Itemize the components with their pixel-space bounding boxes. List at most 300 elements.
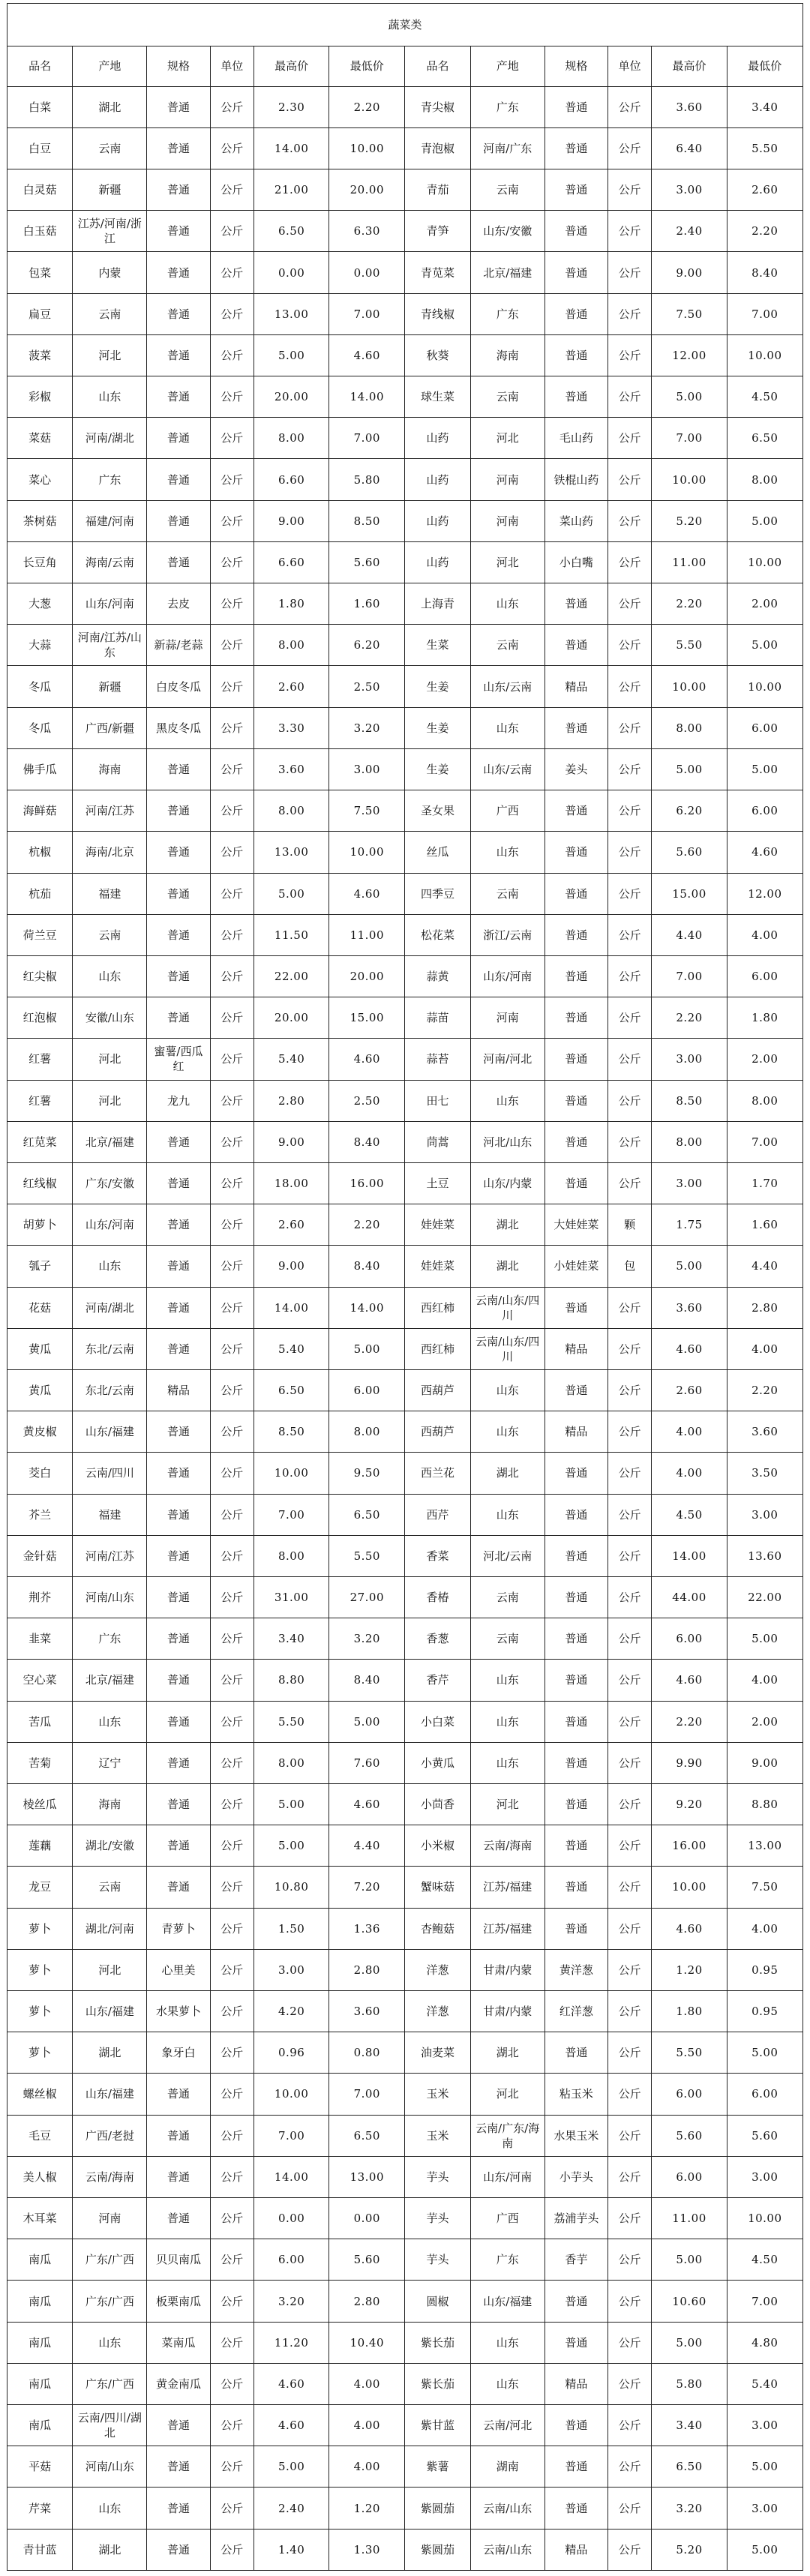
origin-cell: 云南/四川 xyxy=(73,1453,147,1494)
spec-cell: 普通 xyxy=(147,211,210,252)
table-row xyxy=(8,1990,803,2032)
item-name-cell: 田七 xyxy=(405,1080,470,1121)
item-name-cell: 青泡椒 xyxy=(405,127,470,169)
origin-cell: 云南 xyxy=(73,914,147,955)
max-price-cell: 5.80 xyxy=(652,2363,727,2404)
spec-cell: 普通 xyxy=(544,583,608,625)
max-price-cell: 8.00 xyxy=(254,1535,329,1576)
unit-cell: 公斤 xyxy=(210,1742,254,1783)
unit-cell: 公斤 xyxy=(210,1867,254,1908)
item-name-cell: 紫圆茄 xyxy=(405,2529,470,2570)
origin-cell: 河南/江苏/山东 xyxy=(73,625,147,666)
spec-cell: 普通 xyxy=(544,914,608,955)
min-price-cell: 5.00 xyxy=(727,625,802,666)
item-name-cell: 洋葱 xyxy=(405,1949,470,1990)
origin-cell: 浙江/云南 xyxy=(470,914,544,955)
table-row xyxy=(8,1162,803,1204)
spec-cell: 贝贝南瓜 xyxy=(147,2239,210,2281)
table-row xyxy=(8,1783,803,1825)
max-price-cell: 2.30 xyxy=(254,86,329,127)
spec-cell: 小娃娃菜 xyxy=(544,1246,608,1287)
unit-cell: 公斤 xyxy=(210,376,254,418)
item-name-cell: 圆椒 xyxy=(405,2281,470,2322)
item-name-cell: 生菜 xyxy=(405,625,470,666)
unit-cell: 公斤 xyxy=(608,2363,652,2404)
spec-cell: 普通 xyxy=(544,1453,608,1494)
table-row xyxy=(8,2405,803,2446)
table-row xyxy=(8,2488,803,2529)
unit-cell: 公斤 xyxy=(210,1494,254,1535)
min-price-cell: 5.00 xyxy=(329,1328,405,1369)
item-name-cell: 萝卜 xyxy=(8,1908,73,1949)
max-price-cell: 14.00 xyxy=(652,1535,727,1576)
min-price-cell: 4.40 xyxy=(727,1246,802,1287)
min-price-cell: 7.00 xyxy=(329,418,405,459)
unit-cell: 公斤 xyxy=(210,2074,254,2115)
spec-cell: 去皮 xyxy=(147,583,210,625)
unit-cell: 公斤 xyxy=(210,1949,254,1990)
min-price-cell: 5.60 xyxy=(329,2239,405,2281)
origin-cell: 山东/河南 xyxy=(470,2156,544,2197)
min-price-cell: 0.00 xyxy=(329,2198,405,2239)
spec-cell: 普通 xyxy=(147,1453,210,1494)
item-name-cell: 娃娃菜 xyxy=(405,1204,470,1246)
spec-cell: 普通 xyxy=(147,832,210,873)
max-price-cell: 0.00 xyxy=(254,252,329,293)
origin-cell: 山东 xyxy=(470,1494,544,1535)
item-name-cell: 生姜 xyxy=(405,748,470,790)
origin-cell: 山东/河南 xyxy=(470,955,544,997)
spec-cell: 普通 xyxy=(544,2405,608,2446)
table-row xyxy=(8,2446,803,2488)
min-price-cell: 5.00 xyxy=(727,2446,802,2488)
min-price-cell: 4.60 xyxy=(329,873,405,914)
spec-cell: 普通 xyxy=(147,2446,210,2488)
min-price-cell: 20.00 xyxy=(329,169,405,211)
spec-cell: 普通 xyxy=(147,1162,210,1204)
table-row xyxy=(8,583,803,625)
max-price-cell: 12.00 xyxy=(652,334,727,376)
origin-cell: 山东 xyxy=(470,2363,544,2404)
origin-cell: 辽宁 xyxy=(73,1742,147,1783)
min-price-cell: 6.50 xyxy=(727,418,802,459)
max-price-cell: 5.60 xyxy=(652,2115,727,2156)
min-price-cell: 4.60 xyxy=(329,1039,405,1080)
item-name-cell: 蒜苔 xyxy=(405,1039,470,1080)
table-row xyxy=(8,790,803,832)
unit-cell: 公斤 xyxy=(210,625,254,666)
unit-cell: 公斤 xyxy=(210,1369,254,1411)
spec-cell: 普通 xyxy=(147,2156,210,2197)
price-table xyxy=(7,3,803,2571)
origin-cell: 河南/湖北 xyxy=(73,418,147,459)
spec-cell: 普通 xyxy=(544,2446,608,2488)
origin-cell: 海南 xyxy=(470,334,544,376)
unit-cell: 公斤 xyxy=(210,2115,254,2156)
min-price-cell: 6.50 xyxy=(329,2115,405,2156)
table-row xyxy=(8,1701,803,1742)
table-row xyxy=(8,541,803,583)
item-name-cell: 青笋 xyxy=(405,211,470,252)
spec-cell: 普通 xyxy=(147,2488,210,2529)
spec-cell: 精品 xyxy=(544,1328,608,1369)
unit-cell: 公斤 xyxy=(608,127,652,169)
min-price-cell: 9.00 xyxy=(727,1742,802,1783)
item-name-cell: 红尖椒 xyxy=(8,955,73,997)
table-row xyxy=(8,1369,803,1411)
table-row xyxy=(8,1618,803,1660)
spec-cell: 普通 xyxy=(147,1121,210,1162)
min-price-cell: 7.60 xyxy=(329,1742,405,1783)
spec-cell: 新蒜/老蒜 xyxy=(147,625,210,666)
spec-cell: 普通 xyxy=(147,1328,210,1369)
min-price-cell: 10.40 xyxy=(329,2322,405,2363)
item-name-cell: 青苋菜 xyxy=(405,252,470,293)
min-price-cell: 9.50 xyxy=(329,1453,405,1494)
spec-cell: 黑皮冬瓜 xyxy=(147,707,210,748)
column-header: 规格 xyxy=(147,46,210,87)
unit-cell: 公斤 xyxy=(210,1411,254,1453)
spec-cell: 龙九 xyxy=(147,1080,210,1121)
min-price-cell: 1.60 xyxy=(727,1204,802,1246)
origin-cell: 山东 xyxy=(470,1411,544,1453)
unit-cell: 公斤 xyxy=(608,211,652,252)
table-row xyxy=(8,2156,803,2197)
item-name-cell: 大蒜 xyxy=(8,625,73,666)
origin-cell: 北京/福建 xyxy=(73,1660,147,1701)
min-price-cell: 3.00 xyxy=(727,1494,802,1535)
item-name-cell: 棱丝瓜 xyxy=(8,1783,73,1825)
item-name-cell: 空心菜 xyxy=(8,1660,73,1701)
item-name-cell: 芋头 xyxy=(405,2239,470,2281)
origin-cell: 云南 xyxy=(470,873,544,914)
origin-cell: 湖北 xyxy=(73,86,147,127)
spec-cell: 普通 xyxy=(544,1369,608,1411)
spec-cell: 精品 xyxy=(544,1411,608,1453)
table-row xyxy=(8,666,803,707)
unit-cell: 公斤 xyxy=(210,1080,254,1121)
max-price-cell: 6.00 xyxy=(652,2074,727,2115)
max-price-cell: 5.00 xyxy=(254,334,329,376)
max-price-cell: 8.80 xyxy=(254,1660,329,1701)
max-price-cell: 5.00 xyxy=(652,2322,727,2363)
origin-cell: 山东 xyxy=(73,2488,147,2529)
min-price-cell: 5.00 xyxy=(727,500,802,541)
item-name-cell: 山药 xyxy=(405,500,470,541)
origin-cell: 山东 xyxy=(470,1080,544,1121)
max-price-cell: 7.00 xyxy=(254,2115,329,2156)
unit-cell: 公斤 xyxy=(210,1246,254,1287)
min-price-cell: 10.00 xyxy=(727,2198,802,2239)
spec-cell: 普通 xyxy=(147,2198,210,2239)
item-name-cell: 小黄瓜 xyxy=(405,1742,470,1783)
item-name-cell: 彩椒 xyxy=(8,376,73,418)
unit-cell: 公斤 xyxy=(608,1908,652,1949)
origin-cell: 江苏/河南/浙江 xyxy=(73,211,147,252)
unit-cell: 公斤 xyxy=(608,748,652,790)
item-name-cell: 芋头 xyxy=(405,2156,470,2197)
max-price-cell: 3.60 xyxy=(652,1287,727,1328)
unit-cell: 公斤 xyxy=(210,2363,254,2404)
table-row xyxy=(8,2529,803,2570)
spec-cell: 普通 xyxy=(544,1783,608,1825)
unit-cell: 公斤 xyxy=(608,790,652,832)
spec-cell: 普通 xyxy=(544,1039,608,1080)
origin-cell: 山东 xyxy=(73,955,147,997)
unit-cell: 公斤 xyxy=(210,127,254,169)
unit-cell: 公斤 xyxy=(608,2322,652,2363)
spec-cell: 普通 xyxy=(147,1576,210,1618)
spec-cell: 黄洋葱 xyxy=(544,1949,608,1990)
unit-cell: 公斤 xyxy=(210,707,254,748)
item-name-cell: 杏鲍菇 xyxy=(405,1908,470,1949)
unit-cell: 公斤 xyxy=(608,1867,652,1908)
min-price-cell: 1.70 xyxy=(727,1162,802,1204)
item-name-cell: 紫甘蓝 xyxy=(405,2405,470,2446)
max-price-cell: 8.50 xyxy=(254,1411,329,1453)
origin-cell: 新疆 xyxy=(73,666,147,707)
table-row xyxy=(8,1121,803,1162)
item-name-cell: 小白菜 xyxy=(405,1701,470,1742)
table-row xyxy=(8,1494,803,1535)
min-price-cell: 4.00 xyxy=(727,1328,802,1369)
unit-cell: 公斤 xyxy=(608,1535,652,1576)
spec-cell: 象牙白 xyxy=(147,2032,210,2074)
item-name-cell: 蟹味菇 xyxy=(405,1867,470,1908)
item-name-cell: 龙豆 xyxy=(8,1867,73,1908)
spec-cell: 普通 xyxy=(147,459,210,500)
origin-cell: 山东 xyxy=(470,832,544,873)
min-price-cell: 5.40 xyxy=(727,2363,802,2404)
max-price-cell: 2.20 xyxy=(652,1701,727,1742)
max-price-cell: 7.50 xyxy=(652,293,727,334)
unit-cell: 公斤 xyxy=(210,169,254,211)
spec-cell: 普通 xyxy=(147,1701,210,1742)
origin-cell: 山东/安徽 xyxy=(470,211,544,252)
max-price-cell: 2.20 xyxy=(652,583,727,625)
table-row xyxy=(8,707,803,748)
min-price-cell: 5.50 xyxy=(727,127,802,169)
origin-cell: 甘肃/内蒙 xyxy=(470,1949,544,1990)
item-name-cell: 紫圆茄 xyxy=(405,2488,470,2529)
min-price-cell: 3.00 xyxy=(727,2488,802,2529)
origin-cell: 湖南 xyxy=(470,2446,544,2488)
spec-cell: 精品 xyxy=(544,2363,608,2404)
item-name-cell: 芹菜 xyxy=(8,2488,73,2529)
max-price-cell: 3.60 xyxy=(652,86,727,127)
table-row xyxy=(8,2363,803,2404)
unit-cell: 公斤 xyxy=(210,2198,254,2239)
spec-cell: 普通 xyxy=(147,1742,210,1783)
column-header: 产地 xyxy=(73,46,147,87)
origin-cell: 湖北 xyxy=(73,2032,147,2074)
max-price-cell: 4.00 xyxy=(652,1453,727,1494)
spec-cell: 普通 xyxy=(544,1121,608,1162)
origin-cell: 福建/河南 xyxy=(73,500,147,541)
item-name-cell: 西芹 xyxy=(405,1494,470,1535)
item-name-cell: 苦菊 xyxy=(8,1742,73,1783)
unit-cell: 公斤 xyxy=(608,2446,652,2488)
unit-cell: 公斤 xyxy=(210,1618,254,1660)
item-name-cell: 苦瓜 xyxy=(8,1701,73,1742)
item-name-cell: 娃娃菜 xyxy=(405,1246,470,1287)
max-price-cell: 7.00 xyxy=(652,418,727,459)
max-price-cell: 5.00 xyxy=(254,1783,329,1825)
min-price-cell: 3.50 xyxy=(727,1453,802,1494)
table-row xyxy=(8,86,803,127)
table-row xyxy=(8,832,803,873)
origin-cell: 山东 xyxy=(470,2322,544,2363)
table-row xyxy=(8,625,803,666)
origin-cell: 江苏/福建 xyxy=(470,1867,544,1908)
min-price-cell: 4.00 xyxy=(727,1908,802,1949)
origin-cell: 云南 xyxy=(470,1576,544,1618)
spec-cell: 红洋葱 xyxy=(544,1990,608,2032)
min-price-cell: 4.60 xyxy=(727,832,802,873)
max-price-cell: 6.00 xyxy=(652,2156,727,2197)
min-price-cell: 8.00 xyxy=(329,1411,405,1453)
item-name-cell: 芋头 xyxy=(405,2198,470,2239)
origin-cell: 云南 xyxy=(73,127,147,169)
unit-cell: 公斤 xyxy=(210,1121,254,1162)
table-row xyxy=(8,418,803,459)
table-row xyxy=(8,1908,803,1949)
unit-cell: 公斤 xyxy=(210,86,254,127)
item-name-cell: 长豆角 xyxy=(8,541,73,583)
spec-cell: 黄金南瓜 xyxy=(147,2363,210,2404)
spec-cell: 蜜薯/西瓜红 xyxy=(147,1039,210,1080)
origin-cell: 云南/海南 xyxy=(73,2156,147,2197)
item-name-cell: 油麦菜 xyxy=(405,2032,470,2074)
min-price-cell: 5.60 xyxy=(329,541,405,583)
item-name-cell: 山药 xyxy=(405,459,470,500)
item-name-cell: 红薯 xyxy=(8,1080,73,1121)
origin-cell: 云南/广东/海南 xyxy=(470,2115,544,2156)
max-price-cell: 16.00 xyxy=(652,1825,727,1867)
max-price-cell: 18.00 xyxy=(254,1162,329,1204)
min-price-cell: 8.40 xyxy=(329,1246,405,1287)
min-price-cell: 5.00 xyxy=(727,748,802,790)
min-price-cell: 4.00 xyxy=(329,2446,405,2488)
spec-cell: 水果萝卜 xyxy=(147,1990,210,2032)
unit-cell: 公斤 xyxy=(608,293,652,334)
origin-cell: 山东/河南 xyxy=(73,1204,147,1246)
spec-cell: 普通 xyxy=(544,1867,608,1908)
unit-cell: 公斤 xyxy=(608,2405,652,2446)
table-row xyxy=(8,2074,803,2115)
item-name-cell: 木耳菜 xyxy=(8,2198,73,2239)
item-name-cell: 西兰花 xyxy=(405,1453,470,1494)
min-price-cell: 4.00 xyxy=(727,1660,802,1701)
max-price-cell: 5.00 xyxy=(652,2239,727,2281)
item-name-cell: 黄皮椒 xyxy=(8,1411,73,1453)
origin-cell: 云南/山东 xyxy=(470,2529,544,2570)
origin-cell: 山东 xyxy=(470,707,544,748)
spec-cell: 普通 xyxy=(544,376,608,418)
origin-cell: 山东/福建 xyxy=(73,1411,147,1453)
unit-cell: 公斤 xyxy=(210,500,254,541)
spec-cell: 普通 xyxy=(147,1246,210,1287)
item-name-cell: 萝卜 xyxy=(8,2032,73,2074)
max-price-cell: 15.00 xyxy=(652,873,727,914)
spec-cell: 铁棍山药 xyxy=(544,459,608,500)
origin-cell: 山东/云南 xyxy=(470,748,544,790)
min-price-cell: 7.00 xyxy=(727,1121,802,1162)
item-name-cell: 山药 xyxy=(405,541,470,583)
column-header: 品名 xyxy=(405,46,470,87)
origin-cell: 广西 xyxy=(470,790,544,832)
origin-cell: 河北 xyxy=(470,541,544,583)
max-price-cell: 31.00 xyxy=(254,1576,329,1618)
spec-cell: 普通 xyxy=(147,790,210,832)
max-price-cell: 3.00 xyxy=(652,1039,727,1080)
unit-cell: 公斤 xyxy=(608,1576,652,1618)
spec-cell: 毛山药 xyxy=(544,418,608,459)
min-price-cell: 2.60 xyxy=(727,169,802,211)
spec-cell: 普通 xyxy=(544,1162,608,1204)
spec-cell: 普通 xyxy=(147,1535,210,1576)
min-price-cell: 10.00 xyxy=(727,666,802,707)
unit-cell: 包 xyxy=(608,1246,652,1287)
max-price-cell: 5.20 xyxy=(652,500,727,541)
item-name-cell: 包菜 xyxy=(8,252,73,293)
table-row xyxy=(8,376,803,418)
unit-cell: 公斤 xyxy=(608,1328,652,1369)
item-name-cell: 香葱 xyxy=(405,1618,470,1660)
max-price-cell: 1.20 xyxy=(652,1949,727,1990)
item-name-cell: 蒜黄 xyxy=(405,955,470,997)
origin-cell: 海南/北京 xyxy=(73,832,147,873)
min-price-cell: 2.20 xyxy=(329,86,405,127)
table-row xyxy=(8,1328,803,1369)
item-name-cell: 紫长茄 xyxy=(405,2363,470,2404)
item-name-cell: 扁豆 xyxy=(8,293,73,334)
origin-cell: 山东 xyxy=(470,583,544,625)
max-price-cell: 2.20 xyxy=(652,997,727,1039)
origin-cell: 山东 xyxy=(73,376,147,418)
min-price-cell: 13.00 xyxy=(329,2156,405,2197)
unit-cell: 公斤 xyxy=(210,1990,254,2032)
unit-cell: 公斤 xyxy=(210,1162,254,1204)
unit-cell: 公斤 xyxy=(608,252,652,293)
origin-cell: 云南/河北 xyxy=(470,2405,544,2446)
origin-cell: 河南/山东 xyxy=(73,2446,147,2488)
min-price-cell: 5.50 xyxy=(329,1535,405,1576)
max-price-cell: 4.40 xyxy=(652,914,727,955)
table-row xyxy=(8,914,803,955)
unit-cell: 公斤 xyxy=(210,211,254,252)
unit-cell: 公斤 xyxy=(608,666,652,707)
item-name-cell: 菠菜 xyxy=(8,334,73,376)
origin-cell: 云南 xyxy=(470,1618,544,1660)
origin-cell: 北京/福建 xyxy=(73,1121,147,1162)
max-price-cell: 8.00 xyxy=(652,1121,727,1162)
min-price-cell: 8.00 xyxy=(727,459,802,500)
unit-cell: 公斤 xyxy=(210,2239,254,2281)
column-header: 规格 xyxy=(544,46,608,87)
item-name-cell: 丝瓜 xyxy=(405,832,470,873)
origin-cell: 云南 xyxy=(470,376,544,418)
unit-cell: 公斤 xyxy=(608,2115,652,2156)
max-price-cell: 9.00 xyxy=(254,500,329,541)
spec-cell: 普通 xyxy=(147,541,210,583)
unit-cell: 公斤 xyxy=(210,541,254,583)
max-price-cell: 5.00 xyxy=(652,1246,727,1287)
unit-cell: 公斤 xyxy=(210,1825,254,1867)
unit-cell: 公斤 xyxy=(210,2281,254,2322)
item-name-cell: 香芹 xyxy=(405,1660,470,1701)
item-name-cell: 玉米 xyxy=(405,2074,470,2115)
